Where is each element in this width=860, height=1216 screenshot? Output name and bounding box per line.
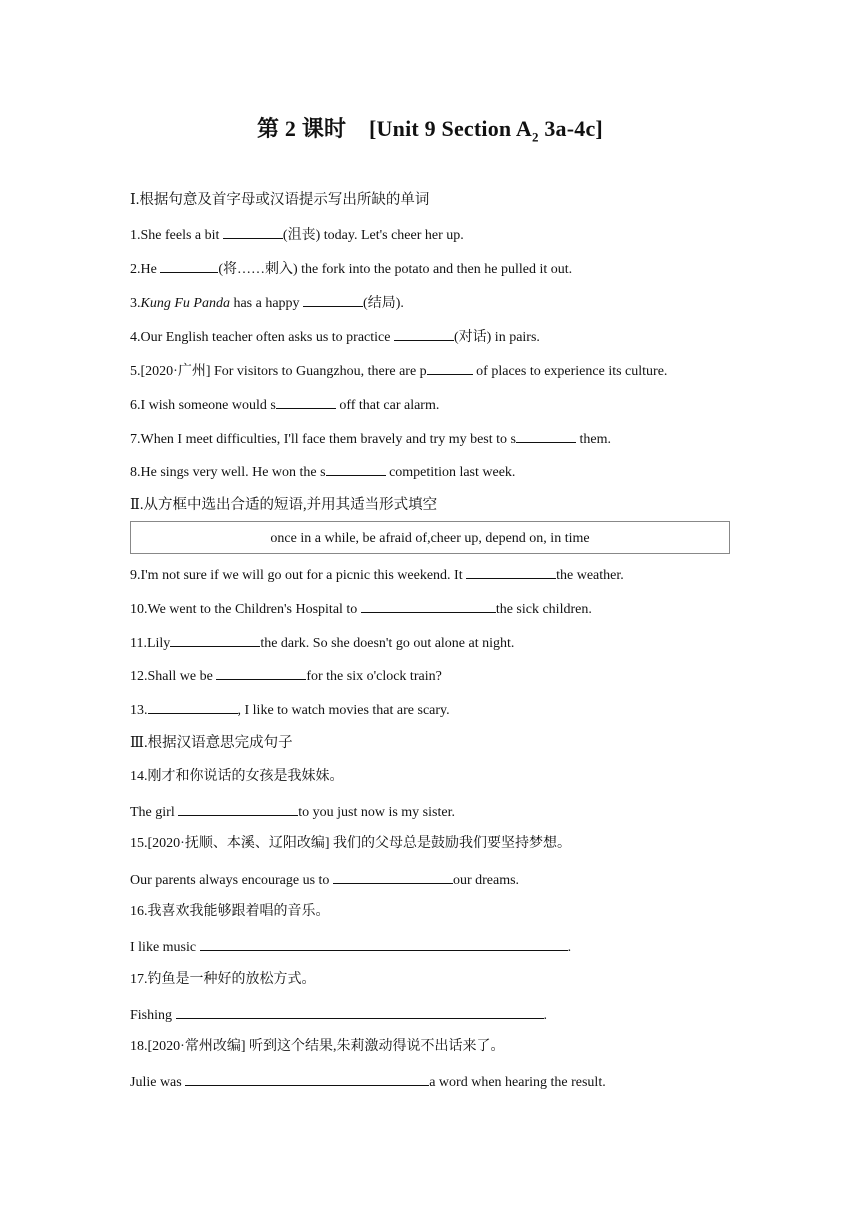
answer-blank[interactable] bbox=[326, 462, 386, 476]
q2-after: (将……刺入) the fork into the potato and then he pulled it out. bbox=[218, 262, 573, 277]
q4-after: (对话) in pairs. bbox=[453, 330, 540, 345]
section2-heading: Ⅱ.从方框中选出合适的短语,并用其适当形式填空 bbox=[130, 497, 438, 513]
section1-heading: Ⅰ.根据句意及首字母或汉语提示写出所缺的单词 bbox=[130, 192, 430, 208]
answer-blank[interactable] bbox=[176, 1005, 544, 1019]
answer-blank[interactable] bbox=[427, 361, 473, 375]
q11-before: 11.Lily bbox=[130, 636, 171, 651]
question-10 bbox=[130, 599, 592, 619]
q3-before: has a happy bbox=[229, 296, 304, 311]
question-1 bbox=[130, 225, 464, 245]
q16-before: I like music bbox=[130, 940, 200, 955]
answer-blank[interactable] bbox=[466, 565, 556, 579]
question-13 bbox=[130, 700, 450, 720]
q6-before: 6.I wish someone would s bbox=[130, 398, 276, 413]
question-14-chinese: 14.刚才和你说话的女孩是我妹妹。 bbox=[130, 769, 344, 784]
question-9 bbox=[130, 565, 624, 585]
q9-after: the weather. bbox=[556, 568, 624, 583]
question-8 bbox=[130, 462, 515, 482]
q14-before: The girl bbox=[130, 805, 179, 820]
answer-blank[interactable] bbox=[303, 293, 363, 307]
question-17-english bbox=[130, 1005, 547, 1025]
q1-before: 1.She feels a bit bbox=[130, 228, 223, 243]
q11-after: the dark. So she doesn't go out alone at night. bbox=[260, 636, 515, 651]
q3-after: (结局). bbox=[363, 296, 404, 311]
q9-before: 9.I'm not sure if we will go out for a picnic this weekend. It bbox=[130, 568, 467, 583]
answer-blank[interactable] bbox=[148, 700, 238, 714]
answer-blank[interactable] bbox=[516, 429, 576, 443]
section3-heading: Ⅲ.根据汉语意思完成句子 bbox=[130, 735, 293, 751]
q12-before: 12.Shall we be bbox=[130, 669, 217, 684]
question-12 bbox=[130, 666, 442, 686]
q5-after: of places to experience its culture. bbox=[472, 364, 668, 379]
q7-after: them. bbox=[575, 432, 611, 447]
answer-blank[interactable] bbox=[333, 870, 453, 884]
page-title bbox=[0, 112, 860, 145]
q18-after: a word when hearing the result. bbox=[429, 1075, 606, 1090]
question-15-chinese: 15.[2020·抚顺、本溪、辽阳改编] 我们的父母总是鼓励我们要坚持梦想。 bbox=[130, 836, 571, 851]
question-4 bbox=[130, 327, 540, 347]
answer-blank[interactable] bbox=[185, 1072, 429, 1086]
question-16-chinese: 16.我喜欢我能够跟着唱的音乐。 bbox=[130, 904, 330, 919]
q3-italic-title: Kung Fu Panda bbox=[140, 296, 230, 311]
q13-after: , I like to watch movies that are scary. bbox=[237, 703, 450, 718]
title-unit: [Unit 9 Section A bbox=[369, 116, 532, 141]
q10-after: the sick children. bbox=[495, 602, 592, 617]
answer-blank[interactable] bbox=[170, 633, 260, 647]
q10-before: 10.We went to the Children's Hospital to bbox=[130, 602, 361, 617]
question-18-english bbox=[130, 1072, 606, 1092]
question-15-english bbox=[130, 870, 519, 890]
answer-blank[interactable] bbox=[200, 937, 568, 951]
q2-before: 2.He bbox=[130, 262, 161, 277]
question-18-chinese: 18.[2020·常州改编] 听到这个结果,朱莉激动得说不出话来了。 bbox=[130, 1039, 505, 1054]
phrase-box: once in a while, be afraid of,cheer up, depend on, in time bbox=[130, 521, 730, 554]
question-17-chinese: 17.钓鱼是一种好的放松方式。 bbox=[130, 972, 316, 987]
q4-before: 4.Our English teacher often asks us to practice bbox=[130, 330, 394, 345]
q15-before: Our parents always encourage us to bbox=[130, 873, 333, 888]
title-prefix: 第 2 课时 bbox=[257, 116, 347, 141]
q1-after: (沮丧) today. Let's cheer her up. bbox=[282, 228, 464, 243]
answer-blank[interactable] bbox=[178, 802, 298, 816]
answer-blank[interactable] bbox=[223, 225, 283, 239]
answer-blank[interactable] bbox=[216, 666, 306, 680]
question-16-english bbox=[130, 937, 571, 957]
question-11 bbox=[130, 633, 514, 653]
question-2 bbox=[130, 259, 572, 279]
q14-after: to you just now is my sister. bbox=[298, 805, 455, 820]
q12-after: for the six o'clock train? bbox=[306, 669, 442, 684]
q7-before: 7.When I meet difficulties, I'll face them bravely and try my best to s bbox=[130, 432, 516, 447]
q17-after: . bbox=[543, 1008, 548, 1023]
q6-after: off that car alarm. bbox=[335, 398, 440, 413]
answer-blank[interactable] bbox=[160, 259, 218, 273]
q5-before: 5.[2020·广州] For visitors to Guangzhou, there are p bbox=[130, 364, 427, 379]
q18-before: Julie was bbox=[130, 1075, 186, 1090]
q3-num: 3. bbox=[130, 296, 141, 311]
answer-blank[interactable] bbox=[394, 327, 454, 341]
q17-before: Fishing bbox=[130, 1008, 176, 1023]
question-3 bbox=[130, 293, 404, 313]
answer-blank[interactable] bbox=[361, 599, 496, 613]
q8-before: 8.He sings very well. He won the s bbox=[130, 465, 326, 480]
q16-after: . bbox=[567, 940, 572, 955]
title-suffix: 3a-4c] bbox=[538, 116, 603, 141]
question-5 bbox=[130, 361, 667, 381]
question-6 bbox=[130, 395, 439, 415]
q15-after: our dreams. bbox=[452, 873, 520, 888]
q13-before: 13. bbox=[130, 703, 148, 718]
title-subscript: 2 bbox=[531, 129, 539, 145]
question-7 bbox=[130, 429, 611, 449]
q8-after: competition last week. bbox=[385, 465, 516, 480]
question-14-english bbox=[130, 802, 455, 822]
answer-blank[interactable] bbox=[276, 395, 336, 409]
